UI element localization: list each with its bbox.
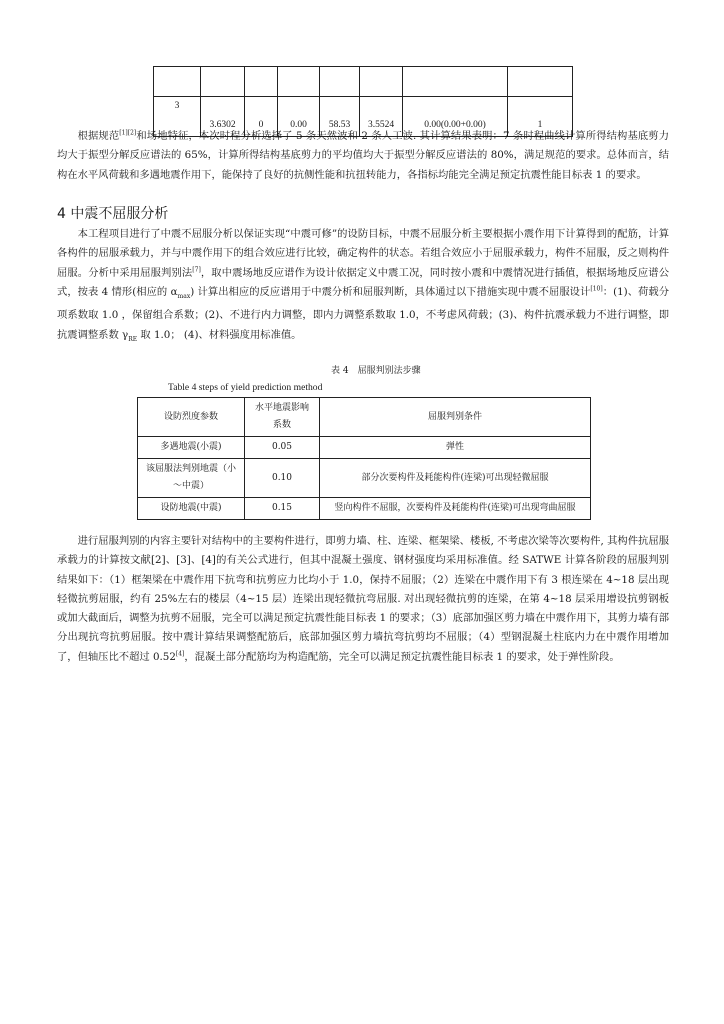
table-cell: 0 bbox=[245, 97, 278, 137]
table-cell: 0.00(0.00+0.00) bbox=[403, 97, 508, 137]
paragraph-yield-results: 进行屈服判别的内容主要针对结构中的主要构件进行，即剪力墙、柱、连梁、框架梁、楼板, 不考虑次梁等次要构件, 其构件抗屈服承载力的计算按文献[2]、[3]、[4]的有关公式进行，但其中混凝土强度、钢材强度均采用标准值。经 SATWE 计算各阶段的屈服判别结果如下：（1）框架梁在中震作用下抗弯和抗剪应力比均小于 1.0，保持不屈服；（2）连梁在中震作用下有 3 根连梁在 4~18 层出现轻微抗剪屈服，约有 25%左右的楼层（4~15 层）连梁出现轻微抗弯屈服. 对出现轻微抗剪的连梁，在第 4~18 层采用增设抗剪钢板或加大截面后，调整为抗剪不屈服，完全可以满足预定抗震性能目标表 1 的要求；（3）底部加强区剪力墙在中震作用下，其剪力墙有部分出现抗弯抗剪屈服。按中震计算结果调整配筋后，底部加强区剪力墙抗弯抗剪均不屈服；（4）型钢混凝土柱底内力在中震作用增加了，但轴压比不超过 0.52[4]，混凝土部分配筋均为构造配筋，完全可以满足预定抗震性能目标表 1 的要求，处于弹性阶段。 bbox=[57, 535, 669, 663]
table-cell: 3.5524 bbox=[360, 97, 403, 137]
table-cell: 3 bbox=[154, 97, 201, 137]
table-cell: 58.53 bbox=[320, 97, 360, 137]
table-cell: 设防地震(中震) bbox=[138, 498, 245, 520]
paragraph-time-history: 根据规范[1][2]和场地特征，本次时程分析选择了 5 条天然波和 2 条人工波. 其计算结果表明：7 条时程曲线计算所得结构基底剪力均大于振型分解反应谱法的 65%，计算所得结构基底剪力的平均值均大于振型分解反应谱法的 80%，满足规范的要求。总体而言，结构在水平风荷载和多遇地震作用下，能保持了良好的抗侧性能和抗扭转能力，各指标均能完全满足预定抗震性能目标表 1 的要求。 bbox=[57, 129, 670, 181]
table-row bbox=[138, 437, 591, 459]
table-cell: 该屈服法判别地震（小～中震） bbox=[138, 459, 245, 498]
table-header-cell: 设防烈度参数 bbox=[138, 398, 245, 437]
table-4-yield-method bbox=[137, 397, 591, 520]
table-cell: 部分次要构件及耗能构件(连梁)可出现轻微屈服 bbox=[320, 459, 591, 498]
table-row bbox=[138, 498, 591, 520]
table-caption-cn: 表 4 屈服判别法步骤 bbox=[331, 366, 421, 376]
table-row bbox=[138, 459, 591, 498]
paragraph-medium-earthquake: 本工程项目进行了中震不屈服分析以保证实现“中震可修”的设防目标，中震不屈服分析主要根据小震作用下计算得到的配筋，计算各构件的屈服承载力，并与中震作用下的组合效应进行比较，确定构件的状态。若组合效应小于屈服承载力，构件不屈服，反之则构件屈服。分析中采用屈服判别法[7]，取中震场地反应谱作为设计依据定义中震工况，同时按小震和中震情况进行插值，根据场地反应谱公式，按表 4 情形(相应的 $\alpha_{max}$) 计算出相应的反应谱用于中震分析和屈服判断，具体通过以下措施实现中震不屈服设计[10]：(1)、荷载分项系数取 1.0 ，保留组合系数；(2)、不进行内力调整，即内力调整系数取 1.0，不考虑风荷载；(3)、构件抗震承载力不进行调整，即抗震调整系数 $\gamma_{RE}$ 取 1.0； (4)、材料强度用标准值。 bbox=[57, 228, 670, 343]
table-row-empty bbox=[154, 67, 573, 97]
table-cell: 弹性 bbox=[320, 437, 591, 459]
section-heading: 4 中震不屈服分析 bbox=[57, 206, 169, 222]
table-cell: 0.15 bbox=[245, 498, 320, 520]
table-cell: 0.05 bbox=[245, 437, 320, 459]
table-header-cell: 水平地震影响系数 bbox=[245, 398, 320, 437]
table-header-cell: 屈服判别条件 bbox=[320, 398, 591, 437]
table-cell: 3.6302 bbox=[201, 97, 245, 137]
table-header-row bbox=[138, 398, 591, 437]
table-cell: 竖向构件不屈服，次要构件及耗能构件(连梁)可出现弯曲屈服 bbox=[320, 498, 591, 520]
table-caption-en: Table 4 steps of yield prediction method bbox=[168, 382, 323, 393]
table-cell: 多遇地震(小震) bbox=[138, 437, 245, 459]
table-cell: 0.00 bbox=[278, 97, 320, 137]
table-cell: 1 bbox=[508, 97, 573, 137]
table-cell: 0.10 bbox=[245, 459, 320, 498]
